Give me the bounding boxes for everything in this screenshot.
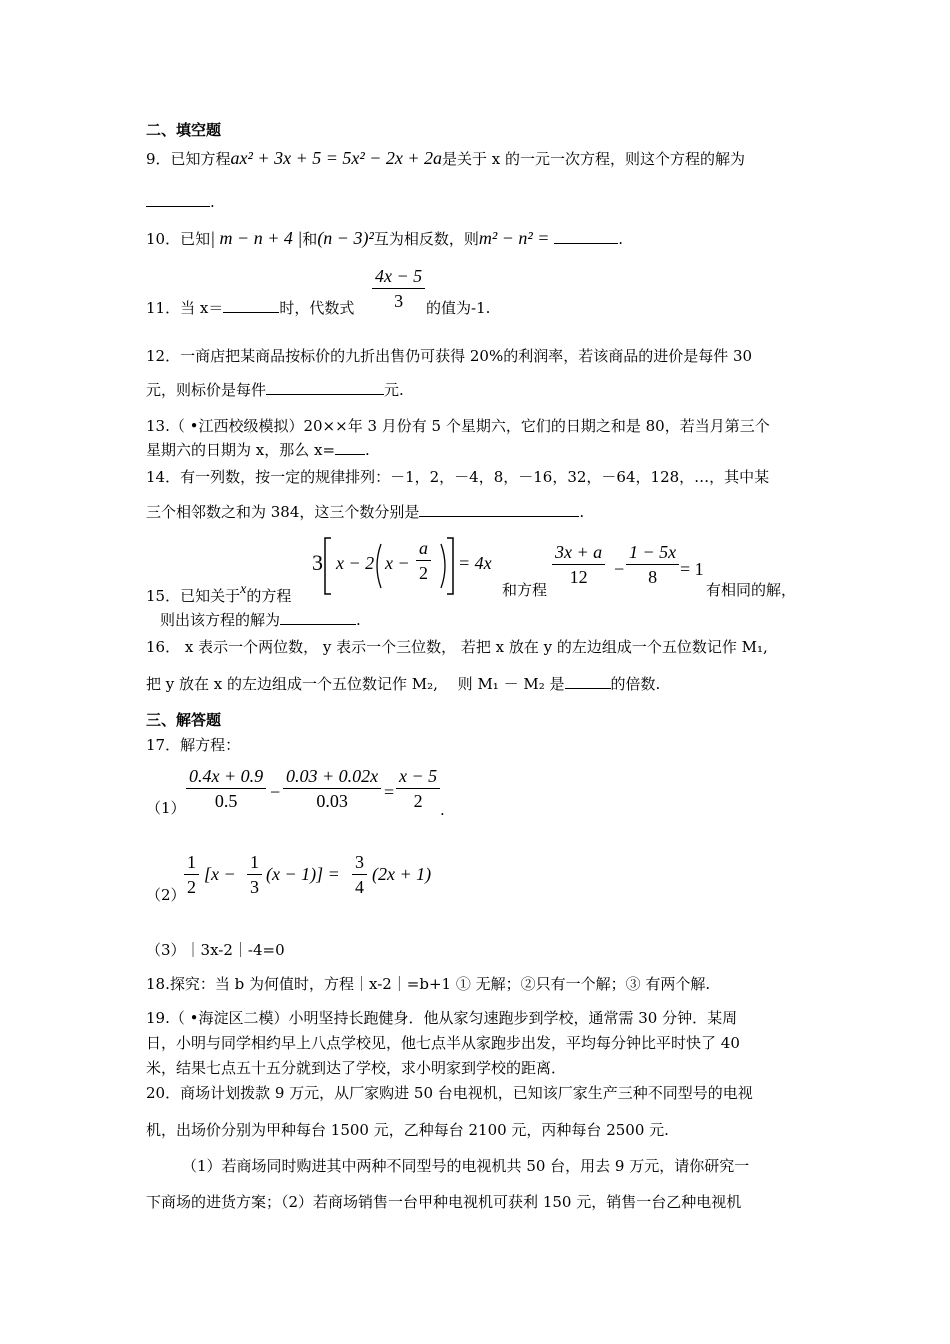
q14-answer-blank[interactable] xyxy=(419,502,579,517)
q17-p1-c-den: 2 xyxy=(396,788,440,812)
q13-answer-blank[interactable] xyxy=(335,440,365,455)
q20-line2: 机，出场价分别为甲种每台 1500 元，乙种每台 2100 元，丙种每台 2500 元. xyxy=(146,1121,669,1139)
q17-p1-a-num: 0.4x + 0.9 xyxy=(189,766,264,786)
q11-numerator: 4x − 5 xyxy=(375,266,423,286)
q20-line3: （1）若商场同时购进其中两种不同型号的电视机共 50 台，用去 9 万元，请你研究一 xyxy=(182,1157,750,1175)
q11-answer-blank[interactable] xyxy=(223,298,279,313)
q17-p2-t-num: 1 xyxy=(250,852,259,872)
q17-p2-label: （2） xyxy=(146,886,186,904)
q10-prefix: 10．已知 xyxy=(146,230,211,248)
q12-line2a: 元，则标价是每件 xyxy=(146,381,267,399)
q15-line2 xyxy=(160,610,361,630)
q11-fraction xyxy=(372,266,425,312)
q15-eq2-rhs: = 1 xyxy=(680,559,704,579)
q15-eq1-lead: 3 xyxy=(312,550,323,575)
q14-line2 xyxy=(146,502,584,522)
q15-eq1-a: x − xyxy=(385,553,410,573)
q17-p1-a-den: 0.5 xyxy=(186,788,266,812)
q15-f1-num: 3x + a xyxy=(555,542,603,562)
q15-eq1-inner: x − 2 xyxy=(336,553,375,573)
q11-prefix: 11．当 x＝ xyxy=(146,299,224,317)
q10-and: 和 xyxy=(302,230,318,248)
q17-p2-mid: [x − xyxy=(204,864,236,884)
q15-eq2-minus: − xyxy=(614,559,625,579)
q17-p1-fraction-b xyxy=(283,766,381,812)
q15-and: 和方程 xyxy=(502,581,548,599)
q16-answer-blank[interactable] xyxy=(565,674,611,689)
q17-p1-c-num: x − 5 xyxy=(399,766,438,786)
q16-line2b: 的倍数. xyxy=(610,675,661,693)
q17-p2-fraction-half xyxy=(184,852,199,898)
q9-answer-blank[interactable] xyxy=(146,192,210,207)
q17-p1-eq: = xyxy=(384,782,395,802)
q17-p2-fraction-third xyxy=(247,852,262,898)
q17-p1-b-den: 0.03 xyxy=(283,788,381,812)
q12-line2b: 元. xyxy=(384,381,404,399)
q17-p1-fraction-a xyxy=(186,766,266,812)
q17-p1-fraction-c xyxy=(396,766,440,812)
q12-answer-blank[interactable] xyxy=(266,380,384,395)
q20-line1: 20．商场计划拨款 9 万元，从厂家购进 50 台电视机，已知该厂家生产三种不同型号的电视 xyxy=(146,1084,753,1102)
q17-p1-minus: − xyxy=(270,782,281,802)
q9-answer-line xyxy=(146,192,215,212)
q11-denominator: 3 xyxy=(372,288,425,312)
section-heading-solve: 三、解答题 xyxy=(146,711,222,729)
q13-line2a: 星期六的日期为 x，那么 x= xyxy=(146,441,336,459)
q15-mid: 的方程 xyxy=(246,587,292,605)
q17-p1-label: （1） xyxy=(146,799,186,817)
q15-line2b: . xyxy=(356,611,361,629)
q18: 18.探究：当 b 为何值时，方程｜x-2｜=b+1 ① 无解；②只有一个解；③ 有两个解. xyxy=(146,975,711,993)
q19-line3: 米，结果七点五十五分就到达了学校，求小明家到学校的距离． xyxy=(146,1059,567,1077)
q15-eq2-fraction-1 xyxy=(552,542,605,588)
q10-end: . xyxy=(618,230,624,248)
q17-p2-q-den: 4 xyxy=(352,874,367,898)
q17-p2-t-den: 3 xyxy=(247,874,262,898)
q17-p2-h-den: 2 xyxy=(184,874,199,898)
q15-eq1-fd: 2 xyxy=(416,560,431,584)
q12-line1: 12．一商店把某商品按标价的九折出售仍可获得 20%的利润率，若该商品的进价是每件 30 xyxy=(146,347,753,365)
q12-line2 xyxy=(146,380,404,400)
q15-eq1-fraction xyxy=(416,538,431,584)
q15-prefix: 15．已知关于 xyxy=(146,587,241,605)
q15-prefix-line xyxy=(146,580,291,606)
section-heading-fill-in: 二、填空题 xyxy=(146,121,222,139)
q16-line2a: 把 y 放在 x 的左边组成一个五位数记作 M₂, 则 M₁ － M₂ 是 xyxy=(146,675,565,693)
q15-answer-blank[interactable] xyxy=(280,610,356,625)
q20-line4: 下商场的进货方案；（2）若商场销售一台甲种电视机可获利 150 元，销售一台乙种电视机 xyxy=(146,1193,742,1211)
q9-equation: ax² + 3x + 5 = 5x² − 2x + 2a xyxy=(230,148,443,168)
q15-f1-den: 12 xyxy=(552,564,605,588)
q11-mid: 时，代数式 xyxy=(279,299,355,317)
q15-eq1-fn: a xyxy=(419,538,428,558)
q15-suffix: 有相同的解， xyxy=(706,581,797,599)
q10-expr: m² − n² = xyxy=(478,228,550,248)
q13-line2 xyxy=(146,440,370,460)
q15-var: x xyxy=(240,582,247,597)
question-10 xyxy=(146,228,623,249)
q17-p3: （3）｜3x-2｜-4=0 xyxy=(146,941,285,959)
question-11 xyxy=(146,298,354,318)
q19-line2: 日，小明与同学相约早上八点学校见，他七点半从家跑步出发，平均每分钟比平时快了 40 xyxy=(146,1034,740,1052)
q13-line1: 13.（ •江西校级模拟）20××年 3 月份有 5 个星期六，它们的日期之和是 80，若当月第三个 xyxy=(146,417,770,435)
q10-mid: 互为相反数，则 xyxy=(373,230,479,248)
q10-answer-blank[interactable] xyxy=(554,229,618,244)
q15-eq2-fraction-2 xyxy=(626,542,679,588)
q17-p2-q-num: 3 xyxy=(355,852,364,872)
question-9 xyxy=(146,148,745,169)
q15-line2a: 则出该方程的解为 xyxy=(160,611,281,629)
q11-suffix: 的值为-1. xyxy=(426,299,491,317)
q15-eq1-rhs: = 4x xyxy=(458,553,492,573)
q16-line1: 16． x 表示一个两位数， y 表示一个三位数， 若把 x 放在 y 的左边组成一个五位数记作 M₁, xyxy=(146,638,768,656)
q17-p2-mid2: (x − 1)] = xyxy=(266,864,340,884)
q9-end: . xyxy=(210,193,215,211)
q14-line1: 14．有一列数，按一定的规律排列：－1，2，－4，8，－16，32，－64，128，…，其中某 xyxy=(146,468,770,486)
q15-f2-den: 8 xyxy=(626,564,679,588)
q15-equation-1 xyxy=(312,550,323,576)
q17-p2-h-num: 1 xyxy=(187,852,196,872)
q17-title: 17．解方程： xyxy=(146,736,241,754)
q14-line2b: . xyxy=(579,503,585,521)
q16-line2 xyxy=(146,674,660,694)
q9-prefix: 9．已知方程 xyxy=(146,150,231,168)
q17-p2-rhs: (2x + 1) xyxy=(372,864,432,884)
q17-p1-b-num: 0.03 + 0.02x xyxy=(286,766,379,786)
q9-suffix: 是关于 x 的一元一次方程，则这个方程的解为 xyxy=(442,150,746,168)
q17-p1-end: . xyxy=(440,801,445,819)
q14-line2a: 三个相邻数之和为 384，这三个数分别是 xyxy=(146,503,420,521)
q19-line1: 19.（ •海淀区二模）小明坚持长跑健身．他从家匀速跑步到学校，通常需 30 分钟．某周 xyxy=(146,1009,738,1027)
q15-f2-num: 1 − 5x xyxy=(629,542,677,562)
q10-square: (n − 3)² xyxy=(317,228,374,248)
q17-p2-fraction-quarter xyxy=(352,852,367,898)
q10-abs: | m − n + 4 | xyxy=(210,228,303,248)
q13-line2b: . xyxy=(365,441,370,459)
